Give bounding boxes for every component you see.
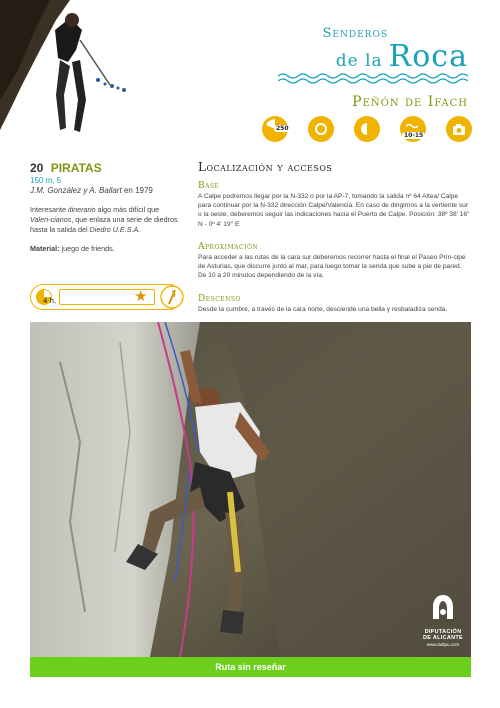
route-number: 20 (30, 161, 44, 175)
distance-icon: 250 (262, 116, 288, 142)
logo-url: www.ladipu.com (426, 642, 460, 647)
series-title (323, 26, 468, 74)
logo-line2: DE ALICANTE (422, 635, 464, 641)
route-authors: J.M. González y A. Ballart en 1979 (30, 186, 153, 195)
descent-title: Descenso (198, 294, 241, 304)
climber-photo-small (0, 0, 140, 140)
route-header (30, 161, 153, 195)
route-length-grade: 150 m, 5 (30, 176, 62, 185)
rope-icon (160, 285, 184, 309)
approach-text: Para acceder a las rutas de la cara sur deberemos recorrer hasta el final el Paseo Prín-cipe de Asturias, que discurre junto al mar, para luego tomar la senda que sube a pie de pared. De 10 a 20 minutos dependiendo de la vía. (198, 254, 466, 280)
climber-photo-main (30, 322, 471, 657)
route-title (30, 161, 153, 175)
logo-line1: DIPUTACIÓN (424, 629, 462, 635)
diputacion-logo-icon (428, 592, 458, 622)
descent-text: Desde la cumbre, a través de la cara norte, desciende una bella y resbaladiza senda. (198, 306, 448, 313)
diputacion-logo (420, 592, 466, 647)
sun-icon (308, 116, 334, 142)
footer-label: Ruta sin reseñar (215, 662, 286, 672)
route-material: Material: juego de friends. (30, 244, 115, 253)
half-sun-icon (354, 116, 380, 142)
footer-bar (30, 657, 471, 677)
swim-icon: 10-15 (400, 116, 426, 142)
base-text: A Calpe podremos llegar por la N-332 o por la AP-7, tomando la salida nº 64 Altea/ Calpe para continuar por la N-332 dirección Calpe/Valencia. En caso de dirigirnos a la vertiente sur o la oeste, deberemos seguir las indicaciones hacia el Puerto de Calpe. Posición: 38º 38' 16'' N - 0º 4' 19'' E (198, 193, 470, 228)
star-icon: ★ (134, 287, 148, 305)
location-title: Localización y accesos (198, 160, 333, 174)
info-icons-row (262, 116, 472, 142)
route-name: PIRATAS (50, 161, 102, 175)
approach-title: Aproximación (198, 242, 259, 252)
title-de-la: de la (335, 51, 383, 71)
route-time: 4 h. (43, 297, 57, 305)
title-senderos: Senderos (322, 26, 388, 41)
peak-name: Peñón de Ifach (352, 94, 468, 110)
camera-icon (446, 116, 472, 142)
title-roca: Roca (388, 39, 468, 74)
base-title: Base (198, 181, 220, 191)
wave-decoration (278, 72, 468, 84)
route-description: Interesante itinerario algo más difícil que Valen-cianos, que enlaza una serie de diedros hasta la salida del Diedro U.E.S.A. (30, 205, 178, 234)
